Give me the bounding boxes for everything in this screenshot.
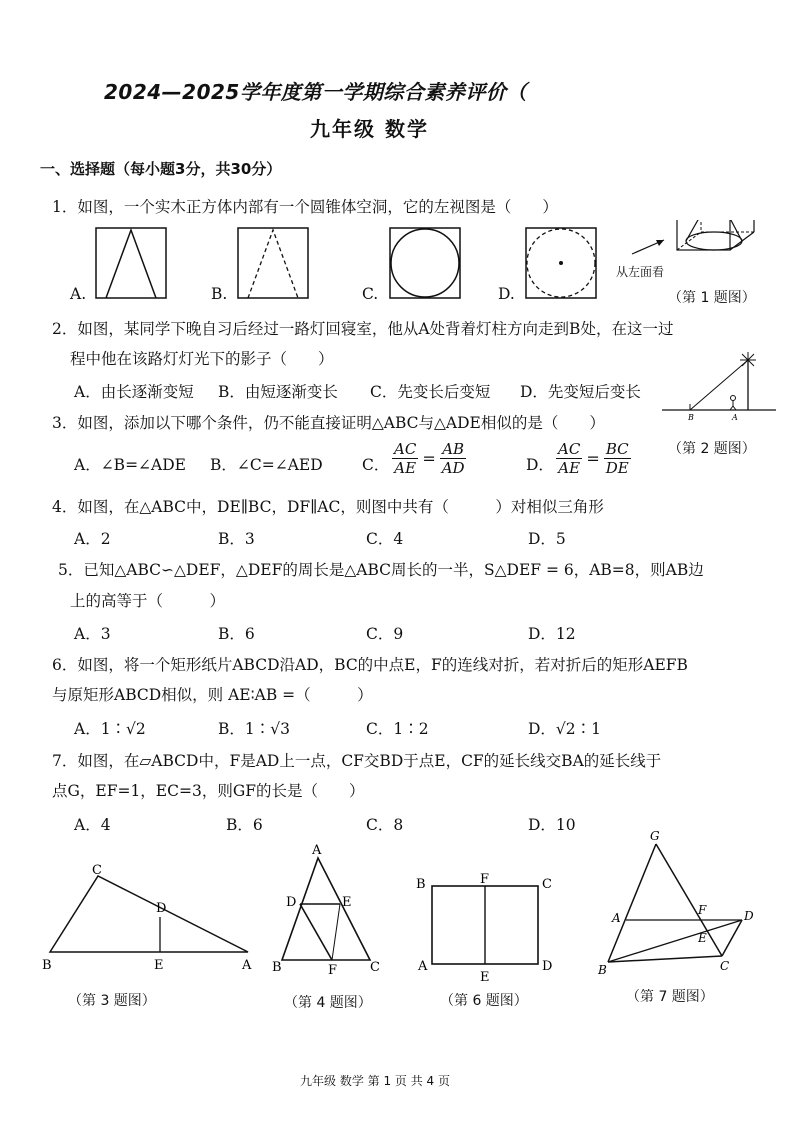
q2-fig-label-a: A [732,413,738,420]
q5-option-b: B．6 [218,625,255,643]
fig7-label-g: G [650,829,660,843]
q2-fig-label-b: B [688,413,694,420]
q2-caption: （第 2 题图） [668,441,756,457]
page-subtitle: 九年级 数学 [310,117,429,141]
fig6-label-e: E [480,970,490,983]
q1-label-c: C. [362,285,379,303]
fig7-label-f: F [698,903,707,917]
fig3-label-a: A [242,958,252,973]
q3-option-b: B．∠C=∠AED [210,456,323,474]
fig7-label-d: D [744,909,754,923]
q6-option-c: C．1∶2 [366,720,429,738]
question-2-line1: 2．如图，某同学下晚自习后经过一路灯回寝室，他从A处背着灯柱方向走到B处，在这一过 [52,320,674,338]
q2-option-d: D．先变短后变长 [520,383,641,401]
q4-option-b: B．3 [218,530,255,548]
fig4-label-c: C [370,960,380,975]
figure-4-caption: （第 4 题图） [284,995,372,1011]
fig3-label-e: E [154,958,164,973]
q3c-num1: AC [394,440,417,458]
q4-option-a: A．2 [74,530,111,548]
fig3-label-d: D [156,901,167,916]
question-7-line2: 点G，EF=1，EC=3，则GF的长是（ ） [52,782,365,800]
page-title: 2024—2025学年度第一学期综合素养评价（ [104,80,527,104]
figure-6-caption: （第 6 题图） [440,993,528,1009]
question-1-text: 1．如图，一个实木正方体内部有一个圆锥体空洞，它的左视图是（ ） [52,198,558,216]
q1-label-d: D. [498,285,515,303]
q6-option-b: B．1∶√3 [218,720,290,738]
q2-option-b: B．由短逐渐变长 [218,383,338,401]
section-heading: 一、选择题（每小题3分，共30分） [40,160,282,178]
question-5-line1: 5．已知△ABC∽△DEF，△DEF的周长是△ABC周长的一半，S△DEF = 6，AB=8，则AB边 [58,561,704,579]
q4-option-d: D．5 [528,530,566,548]
fig3-label-c: C [92,863,102,878]
q3c-den2: AD [441,459,465,477]
fig6-label-b: B [416,877,426,892]
q3d-num1: AC [558,440,581,458]
q3d-den1: AE [558,459,581,477]
question-4-text: 4．如图，在△ABC中，DE∥BC，DF∥AC，则图中共有（ ）对相似三角形 [52,498,604,516]
fig4-label-a: A [312,843,322,858]
fig6-label-a: A [418,959,428,974]
fig4-label-e: E [342,895,352,910]
q7-option-c: C．8 [366,816,404,834]
q3-option-a: A．∠B=∠ADE [74,456,186,474]
q2-figure [660,348,780,420]
q7-option-d: D．10 [528,816,576,834]
figure-4 [268,838,388,978]
fig4-label-f: F [328,963,338,978]
q2-option-c: C．先变长后变短 [370,383,491,401]
fig7-label-e: E [698,931,707,945]
q5-option-a: A．3 [74,625,111,643]
question-2-line2: 程中他在该路灯灯光下的影子（ ） [70,350,334,368]
fig6-label-f: F [480,872,490,887]
q4-option-c: C．4 [366,530,404,548]
q6-option-d: D．√2∶1 [528,720,602,738]
q3c-num2: AB [442,440,465,458]
question-3-text: 3．如图，添加以下哪个条件，仍不能直接证明△ABC与△ADE相似的是（ ） [52,414,605,432]
q7-option-a: A．4 [74,816,111,834]
q3-option-c-eq: $\frac{AC}{AE}$ = $\frac{AB}{AD}$ [394,440,465,477]
figure-7 [594,828,764,978]
q3-option-d-prefix: D． [526,456,554,474]
fig4-label-d: D [286,895,297,910]
q1-arrow-label: 从左面看 [616,265,665,279]
q3c-den1: AE [394,459,417,477]
q2-option-a: A．由长逐渐变短 [74,383,194,401]
fig7-label-b: B [598,963,607,977]
q1-label-b: B. [211,285,228,303]
fig7-label-c: C [720,959,730,973]
figure-3 [36,862,266,977]
fig4-label-b: B [272,960,282,975]
question-6-line2: 与原矩形ABCD相似，则 AE∶AB =（ ） [52,686,373,704]
q1-caption: （第 1 题图） [668,290,756,306]
page-footer: 九年级 数学 第 1 页 共 4 页 [300,1074,450,1088]
fig6-label-c: C [542,877,552,892]
q3-option-c-prefix: C． [362,456,390,474]
q3-option-d-eq: $\frac{AC}{AE}$ = $\frac{BC}{DE}$ [558,440,629,477]
question-7-line1: 7．如图，在▱ABCD中，F是AD上一点，CF交BD于点E，CF的延长线交BA的延长线于 [52,752,662,770]
q7-option-b: B．6 [226,816,263,834]
fig7-label-a: A [612,911,621,925]
q3d-den2: DE [605,459,629,477]
question-5-line2: 上的高等于（ ） [70,592,226,610]
q5-option-d: D．12 [528,625,576,643]
figure-6 [410,868,560,983]
q5-option-c: C．9 [366,625,404,643]
figure-3-caption: （第 3 题图） [68,993,156,1009]
q6-option-a: A．1∶√2 [74,720,146,738]
figure-7-caption: （第 7 题图） [626,989,714,1005]
question-6-line1: 6．如图，将一个矩形纸片ABCD沿AD，BC的中点E，F的连线对折，若对折后的矩形AEFB [52,656,688,674]
fig3-label-b: B [42,958,52,973]
q3d-num2: BC [605,440,629,458]
fig6-label-d: D [542,959,553,974]
q1-label-a: A. [70,285,87,303]
